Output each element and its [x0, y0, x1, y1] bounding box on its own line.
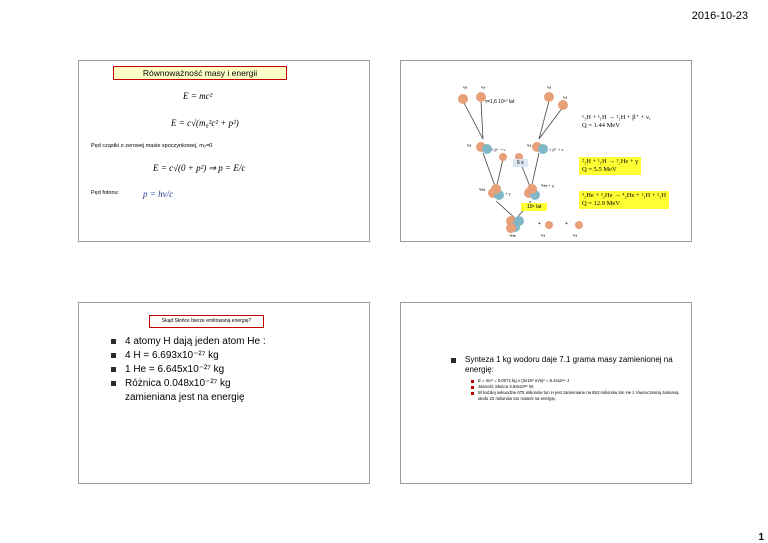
label-h1: ¹H	[463, 85, 468, 90]
list-item: Różnica 0.048x10⁻²⁷ kg zamieniana jest na energię	[111, 377, 275, 405]
list-item: 4 atomy H dają jeden atom He :	[111, 335, 275, 349]
slide-proton-chain	[400, 60, 692, 242]
bullet-square-icon	[111, 339, 116, 344]
proton-ball	[558, 100, 568, 110]
branch-right: + β⁺ + ν	[549, 147, 564, 152]
sub-bullet-icon	[471, 392, 474, 395]
equation-energy-momentum: E = c√(m₀²c² + p²)	[171, 118, 239, 128]
bullet-square-icon	[111, 353, 116, 358]
list-item: 4 H = 6.693x10⁻²⁷ kg	[111, 349, 275, 363]
label-d2: ²H	[527, 143, 532, 148]
label-h3: ¹H	[547, 85, 552, 90]
reaction-2: ²₁H + ¹₁H → ³₂He + γ	[582, 158, 639, 165]
reaction-2-q: Q = 5.5 MeV	[582, 166, 617, 173]
reaction-1-q: Q = 1.44 MeV	[582, 122, 620, 129]
proton-ball	[458, 94, 468, 104]
slide-hydrogen-synthesis	[400, 302, 692, 484]
label-h-out2: ¹H	[573, 233, 578, 238]
gamma-right: ³He + γ	[541, 183, 555, 188]
pp-chain-diagram	[401, 61, 691, 241]
proton-ball	[544, 92, 554, 102]
bullet-square-icon	[111, 367, 116, 372]
plus-sign-1: +	[538, 221, 541, 227]
equation-massless: E = c√(0 + p²) ⇒ p = E/c	[153, 163, 246, 173]
branch-left: + β⁺ + ν	[491, 147, 506, 152]
label-h-out1: ¹H	[541, 233, 546, 238]
reaction-3: ³₂He + ³₂He → ⁴₂He + ¹₁H + ¹₁H	[582, 192, 667, 199]
time-6s: 6 s	[513, 159, 528, 167]
bullet-list	[111, 335, 275, 405]
equation-photon-momentum: p = hν/c	[143, 189, 174, 199]
label-h4: ¹H	[563, 95, 568, 100]
page-number: 1	[758, 532, 764, 543]
slide-mass-energy	[78, 60, 370, 242]
slide-title: Skąd Słońce bierze emitowaną energię?	[149, 315, 264, 328]
date-header: 2016-10-23	[691, 10, 748, 22]
sub-bullet-icon	[471, 386, 474, 389]
label-he3-left: ³He	[479, 187, 486, 192]
reaction-3-q: Q = 12.9 MeV	[582, 200, 620, 207]
equation-emc2: E = mc²	[183, 91, 213, 101]
slide-sun-energy-source	[78, 302, 370, 484]
gamma-left: + γ	[505, 191, 511, 196]
label-he4: ⁴He	[509, 233, 516, 238]
sub-item: W każdej sekundzie 675 milionów ton H jest zamieniane na 653 milionów ton He z równoczesną zamianą około 22 milionów ton materii na energię.	[451, 390, 681, 402]
sub-bullet-icon	[471, 380, 474, 383]
bullet-square-icon	[451, 358, 456, 363]
time-million-years: 10⁶ lat	[521, 203, 547, 211]
list-item: Synteza 1 kg wodoru daje 7.1 grama masy zamienionej na energię:	[451, 355, 681, 375]
bullet-list	[451, 355, 681, 402]
massless-note: Pęd cząstki o zerowej masie spoczynkowej, m₀=0	[91, 143, 213, 149]
plus-sign-2: +	[565, 221, 568, 227]
reaction-1: ¹₁H + ¹₁H → ²₁H + β⁺ + νₑ	[582, 114, 651, 121]
label-d1: ²H	[467, 143, 472, 148]
reaction-2-box	[579, 157, 641, 175]
sub-item: Jasność Słońca 3.83x10²⁶ W,	[451, 384, 681, 390]
bullet-square-icon	[111, 381, 116, 386]
slide-title: Równoważność masy i energii	[113, 66, 287, 80]
label-h2: ¹H	[481, 85, 486, 90]
list-item: 1 He = 6.645x10⁻²⁷ kg	[111, 363, 275, 377]
photon-label: Pęd fotonu:	[91, 190, 120, 196]
reaction-1-box	[579, 113, 654, 131]
reaction-3-box	[579, 191, 669, 209]
tau-label: τ=1,6 10¹⁰ lat	[485, 99, 515, 105]
sub-item: E = mc² = 0.0071 kg x (3x10⁸ m/s)² = 6.4x10¹⁴ J	[451, 378, 681, 384]
